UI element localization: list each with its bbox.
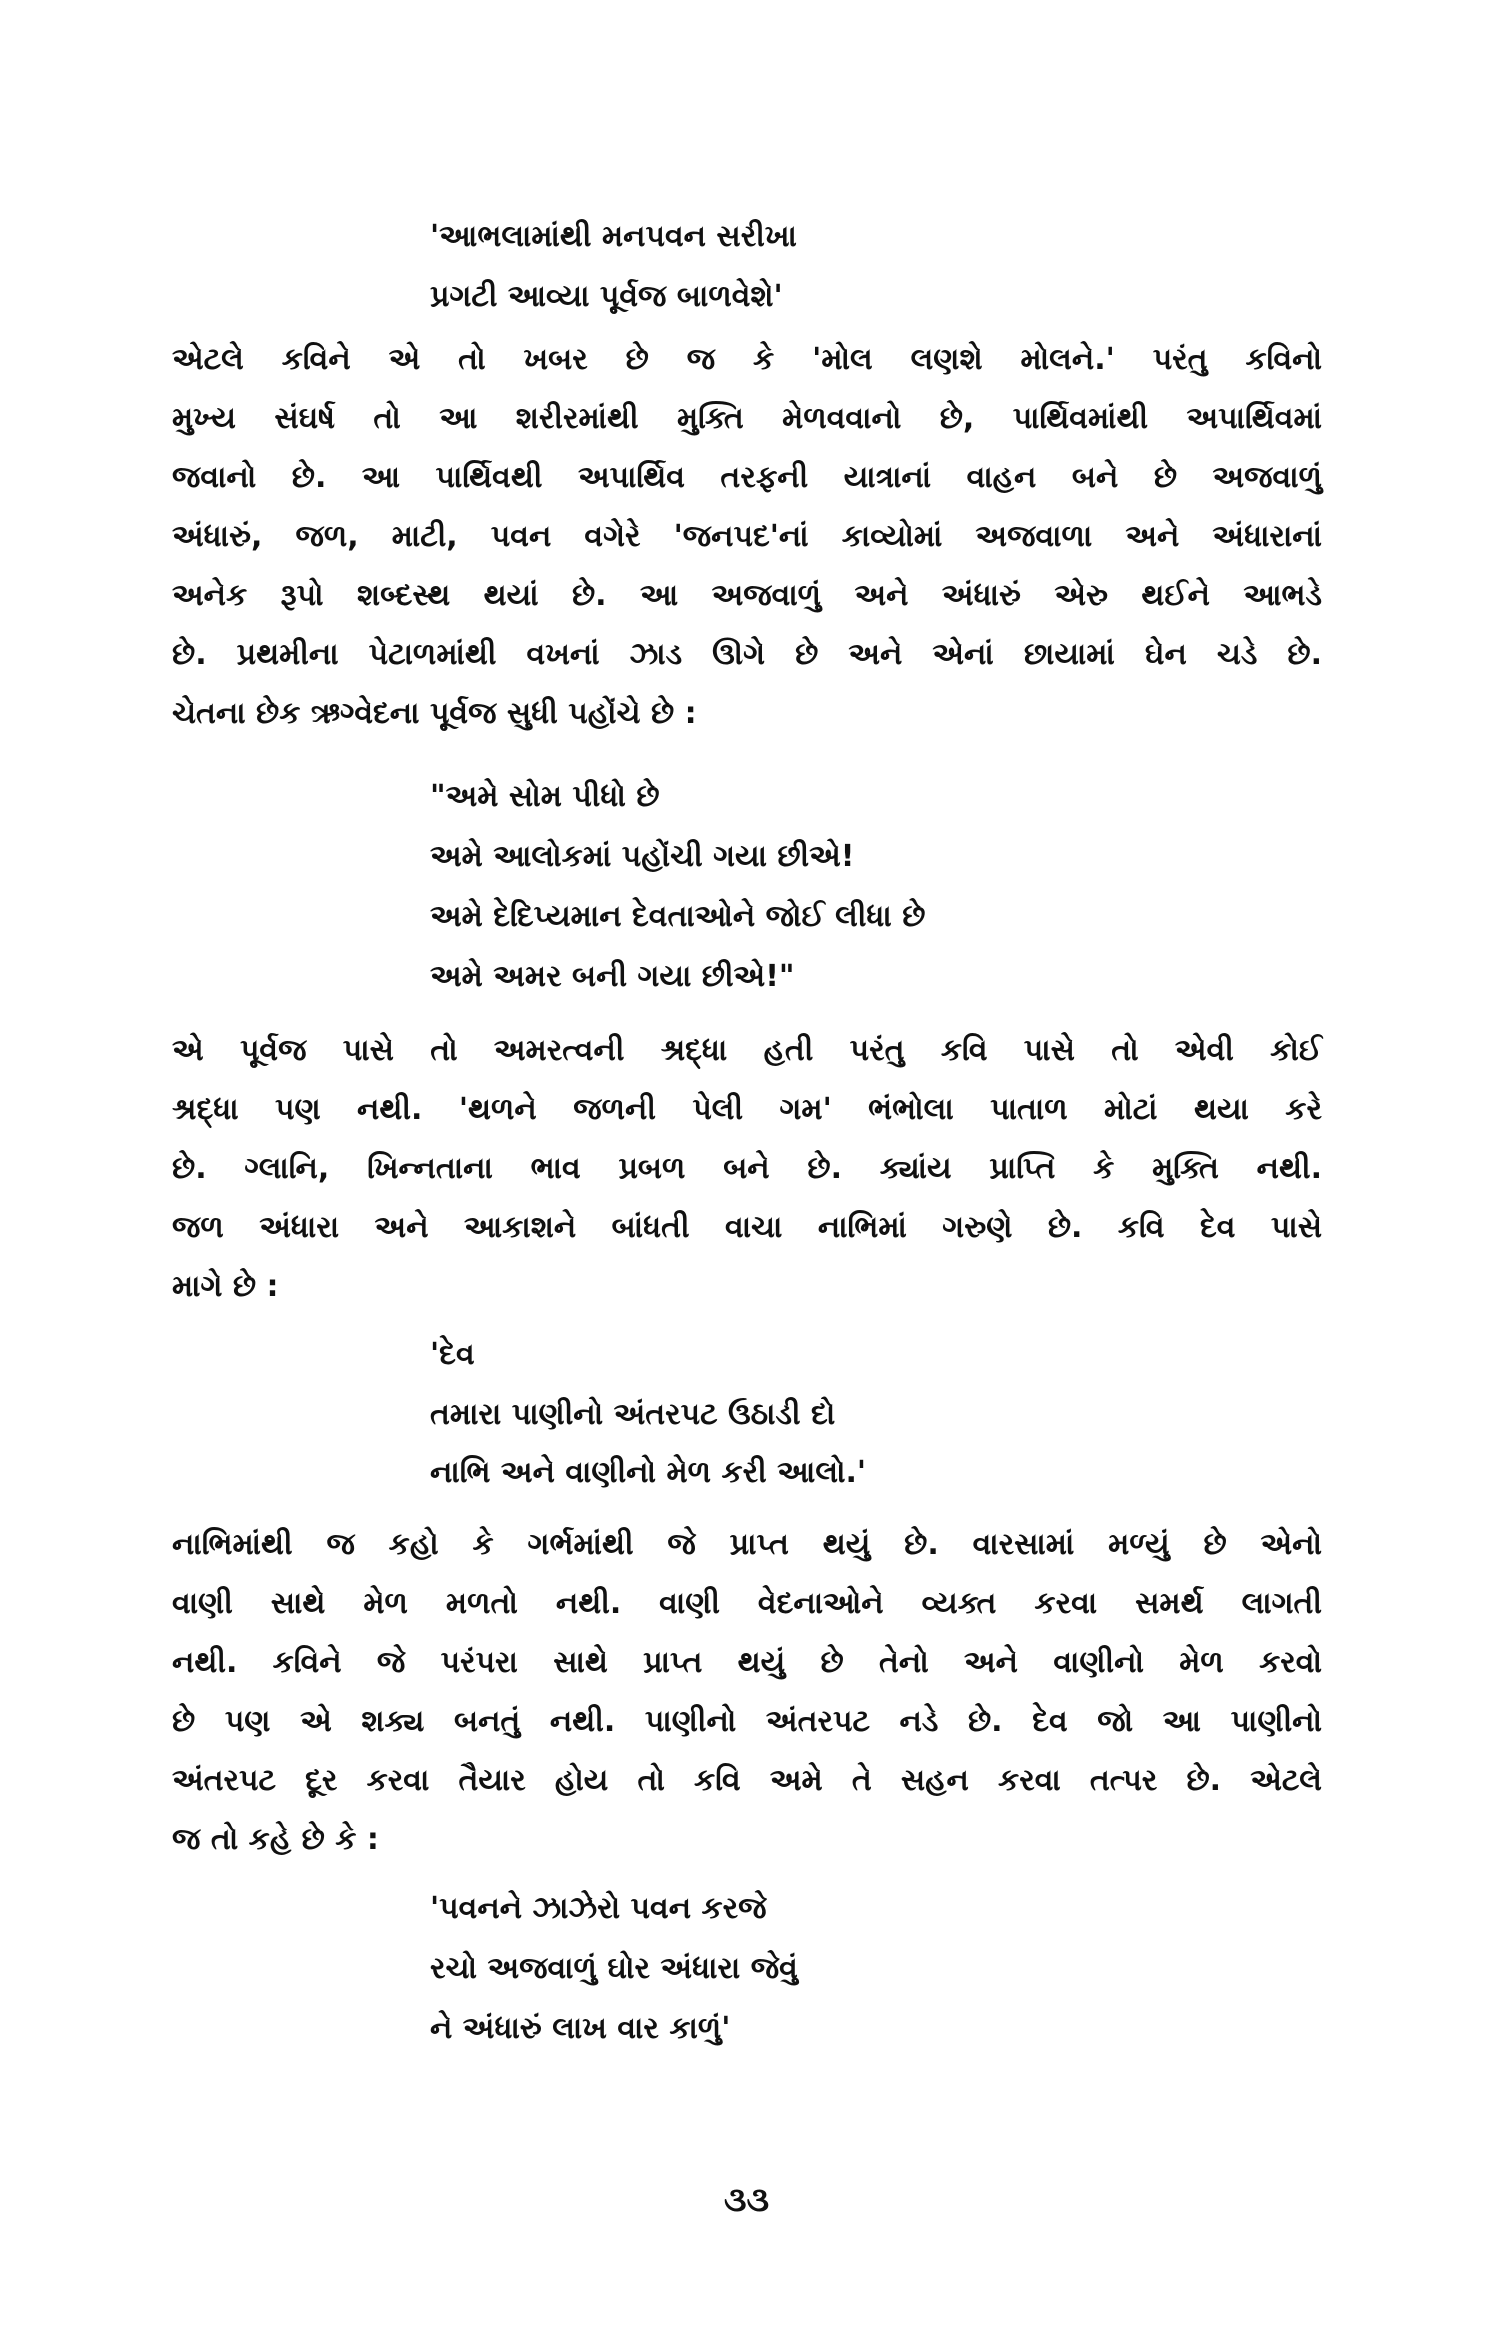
verse-line: અમે અમર બની ગયા છીએ!": [430, 959, 795, 994]
paragraph-line: છે પણ એ શક્ય બનતું નથી. પાણીનો અંતરપટ નડે છે. દેવ જો આ પાણીનો: [172, 1704, 1322, 1739]
paragraph-line: એ પૂર્વજ પાસે તો અમરત્વની શ્રદ્ધા હતી પરંતુ કવિ પાસે તો એવી કોઈ: [172, 1033, 1322, 1068]
paragraph-line: એટલે કવિને એ તો ખબર છે જ કે 'મોલ લણશે મોલને.' પરંતુ કવિનો: [172, 342, 1322, 377]
paragraph-line: જ તો કહે છે કે :: [172, 1822, 379, 1857]
paragraph-line: અનેક રૂપો શબ્દસ્થ થયાં છે. આ અજવાળું અને અંધારું એરુ થઈને આભડે: [172, 578, 1322, 613]
verse-line: 'આભલામાંથી મનપવન સરીખા: [430, 219, 797, 254]
paragraph-line: અંતરપટ દૂર કરવા તૈયાર હોય તો કવિ અમે તે સહન કરવા તત્પર છે. એટલે: [172, 1763, 1322, 1798]
verse-line: 'દેવ: [430, 1337, 475, 1372]
page-number: ૩૩: [723, 2180, 770, 2220]
verse-line: નાભિ અને વાણીનો મેળ કરી આલો.': [430, 1455, 867, 1490]
verse-line: "અમે સોમ પીધો છે: [430, 779, 660, 814]
paragraph-line: નથી. કવિને જે પરંપરા સાથે પ્રાપ્ત થયું છે તેનો અને વાણીનો મેળ કરવો: [172, 1645, 1322, 1680]
paragraph-line: ચેતના છેક ઋગ્વેદના પૂર્વજ સુધી પહોંચે છે :: [172, 696, 697, 731]
paragraph-line: મુખ્ય સંઘર્ષ તો આ શરીરમાંથી મુક્તિ મેળવવાનો છે, પાર્થિવમાંથી અપાર્થિવમાં: [172, 401, 1322, 436]
paragraph-line: જળ અંધારા અને આકાશને બાંધતી વાચા નાભિમાં ગરુણે છે. કવિ દેવ પાસે: [172, 1210, 1322, 1245]
paragraph-line: જવાનો છે. આ પાર્થિવથી અપાર્થિવ તરફની યાત્રાનાં વાહન બને છે અજવાળું: [172, 460, 1322, 495]
verse-line: અમે દેદિપ્યમાન દેવતાઓને જોઈ લીધા છે: [430, 899, 926, 934]
verse-line: અમે આલોકમાં પહોંચી ગયા છીએ!: [430, 839, 855, 874]
verse-line: 'પવનને ઝાઝેરો પવન કરજે: [430, 1891, 767, 1926]
verse-line: પ્રગટી આવ્યા પૂર્વજ બાળવેશે': [430, 279, 783, 314]
paragraph-line: શ્રદ્ધા પણ નથી. 'થળને જળની પેલી ગમ' ભંભોલા પાતાળ મોટાં થયા કરે: [172, 1092, 1322, 1127]
paragraph-line: વાણી સાથે મેળ મળતો નથી. વાણી વેદનાઓને વ્યક્ત કરવા સમર્થ લાગતી: [172, 1586, 1322, 1621]
paragraph-line: છે. પ્રથમીના પેટાળમાંથી વખનાં ઝાડ ઊગે છે અને એનાં છાયામાં ઘેન ચડે છે.: [172, 637, 1322, 672]
paragraph-line: માગે છે :: [172, 1269, 279, 1304]
paragraph-line: નાભિમાંથી જ કહો કે ગર્ભમાંથી જે પ્રાપ્ત થયું છે. વારસામાં મળ્યું છે એનો: [172, 1527, 1322, 1562]
verse-line: તમારા પાણીનો અંતરપટ ઉઠાડી દો: [430, 1397, 836, 1432]
paragraph-line: અંધારું, જળ, માટી, પવન વગેરે 'જનપદ'નાં કાવ્યોમાં અજવાળા અને અંધારાનાં: [172, 519, 1322, 554]
verse-line: રચો અજવાળું ઘોર અંધારા જેવું: [430, 1951, 798, 1986]
verse-line: ને અંધારું લાખ વાર કાળું': [430, 2011, 731, 2046]
paragraph-line: છે. ગ્લાનિ, ખિન્નતાના ભાવ પ્રબળ બને છે. ક્યાંય પ્રાપ્તિ કે મુક્તિ નથી.: [172, 1151, 1322, 1186]
